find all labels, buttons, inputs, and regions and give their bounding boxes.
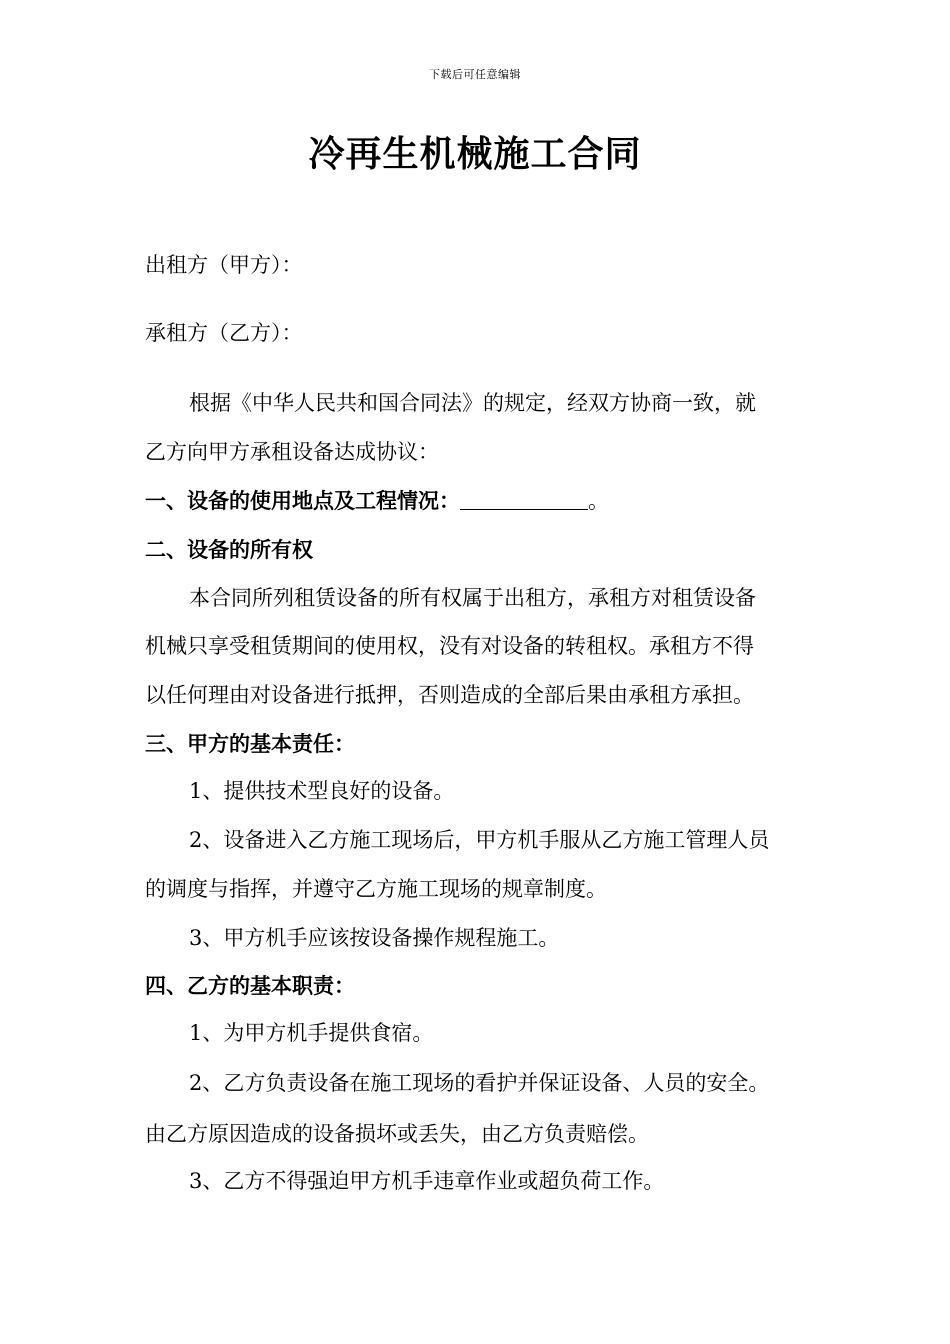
section-4-heading: 四、乙方的基本职责： [145, 973, 355, 998]
section-3-item-2-line-2: 的调度与指挥，并遵守乙方施工现场的规章制度。 [145, 877, 607, 901]
section-4-item-2-line-2: 由乙方原因造成的设备损坏或丢失，由乙方负责赔偿。 [145, 1122, 649, 1146]
section-2-line-2: 机械只享受租赁期间的使用权，没有对设备的转租权。承租方不得 [145, 634, 754, 658]
blank-field [460, 489, 588, 510]
preamble-line-2: 乙方向甲方承租设备达成协议： [145, 440, 439, 464]
section-1-suffix: 。 [588, 489, 609, 513]
section-2-line-3: 以任何理由对设备进行抵押，否则造成的全部后果由承租方承担。 [145, 683, 754, 707]
lessee-line: 承租方（乙方）： [145, 321, 303, 345]
section-3-item-3: 3、甲方机手应该按设备操作规程施工。 [189, 926, 560, 950]
document-title: 冷再生机械施工合同 [308, 133, 642, 175]
section-2-line-1: 本合同所列租赁设备的所有权属于出租方，承租方对租赁设备 [189, 586, 756, 610]
header-note: 下载后可任意编辑 [429, 68, 521, 81]
section-2-heading: 二、设备的所有权 [145, 537, 313, 562]
section-4-item-2-line-1: 2、乙方负责设备在施工现场的看护并保证设备、人员的安全。 [189, 1071, 770, 1095]
section-3-heading: 三、甲方的基本责任： [145, 731, 355, 756]
lessor-line: 出租方（甲方）： [145, 253, 303, 277]
preamble-line-1: 根据《中华人民共和国合同法》的规定，经双方协商一致，就 [189, 391, 756, 415]
section-1-heading-text: 一、设备的使用地点及工程情况： [145, 488, 460, 513]
section-3-item-1: 1、提供技术型良好的设备。 [189, 779, 455, 803]
section-3-item-2-line-1: 2、设备进入乙方施工现场后，甲方机手服从乙方施工管理人员 [189, 828, 770, 852]
section-1-heading [145, 487, 810, 515]
section-4-item-1: 1、为甲方机手提供食宿。 [189, 1021, 434, 1045]
section-4-item-3: 3、乙方不得强迫甲方机手违章作业或超负荷工作。 [189, 1169, 665, 1193]
